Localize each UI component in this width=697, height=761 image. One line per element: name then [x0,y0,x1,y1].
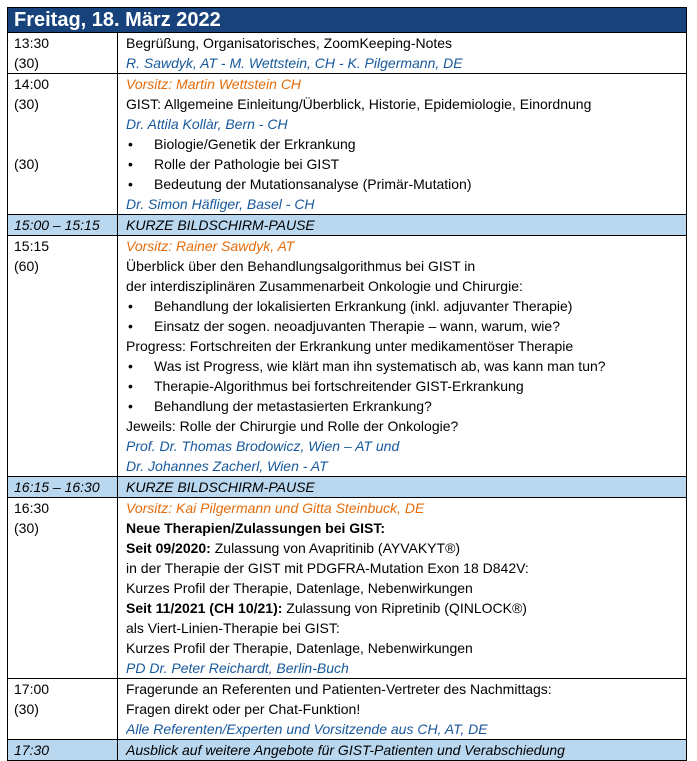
start-time: 13:30 [14,35,50,51]
topic-line: der interdisziplinären Zusammenarbeit Onkologie und Chirurgie: [126,278,523,294]
time-cell [8,498,118,679]
approval-line [126,598,686,618]
content-cell [118,236,687,477]
speaker-line: Dr. Simon Häfliger, Basel - CH [126,196,315,212]
day-title: Freitag, 18. März 2022 [8,8,687,33]
content-cell [118,679,687,740]
time-cell [8,74,118,215]
bullet-text: Rolle der Pathologie bei GIST [154,156,340,172]
bullet-icon: • [128,378,133,394]
topic-line: Kurzes Profil der Therapie, Datenlage, Nebenwirkungen [126,640,473,656]
approval-date: Seit 09/2020: [126,540,211,556]
approval-text: Zulassung von Avapritinib (AYVAKYT®) [210,540,461,556]
bullet-item [126,356,686,376]
topic-line: in der Therapie der GIST mit PDGFRA-Mutation Exon 18 D842V: [126,560,529,576]
topic-line: Jeweils: Rolle der Chirurgie und Rolle der Onkologie? [126,418,459,434]
duration: (30) [14,96,39,112]
bullet-item [126,376,686,396]
bullet-icon: • [128,176,133,192]
topic-line: Überblick über den Behandlungsalgorithmus bei GIST in [126,258,476,274]
speaker-line: Alle Referenten/Experten und Vorsitzende aus CH, AT, DE [126,721,488,737]
duration: (30) [14,55,39,71]
speaker-line: Dr. Johannes Zacherl, Wien - AT [126,458,328,474]
start-time: 15:15 [14,238,50,254]
time-cell [8,33,118,74]
bullet-item [126,154,686,174]
bullet-item [126,296,686,316]
topic-line: Fragerunde an Referenten und Patienten-Vertreter des Nachmittags: [126,681,552,697]
duration [14,114,117,134]
bullet-text: Biologie/Genetik der Erkrankung [154,136,356,152]
topic-line: Progress: Fortschreiten der Erkrankung unter medikamentöser Therapie [126,338,574,354]
content-cell [118,33,687,74]
session-row [8,679,687,740]
time-cell [8,236,118,477]
chair-line: Vorsitz: Kai Pilgermann und Gitta Steinbuck, DE [126,500,425,516]
duration: (30) [14,520,39,536]
topic-line: GIST: Allgemeine Einleitung/Überblick, Historie, Epidemiologie, Einordnung [126,96,592,112]
speaker-line: R. Sawdyk, AT - M. Wettstein, CH - K. Pilgermann, DE [126,55,463,71]
topic-line: Neue Therapien/Zulassungen bei GIST: [126,520,386,536]
topic-line: Begrüßung, Organisatorisches, ZoomKeeping-Notes [126,35,453,51]
bullet-item [126,396,686,416]
chair-line: Vorsitz: Rainer Sawdyk, AT [126,238,295,254]
approval-line [126,538,686,558]
approval-date: Seit 11/2021 (CH 10/21): [126,600,283,616]
content-cell [118,498,687,679]
schedule-body [8,8,687,761]
time-cell: 16:15 – 16:30 [8,477,118,498]
bullet-icon: • [128,318,133,334]
closing-row [8,740,687,761]
start-time: 16:30 [14,500,50,516]
duration: (60) [14,258,39,274]
time-cell: 15:00 – 15:15 [8,215,118,236]
bullet-icon: • [128,358,133,374]
start-time: 14:00 [14,76,50,92]
pause-label: KURZE BILDSCHIRM-PAUSE [118,477,687,498]
pause-row [8,215,687,236]
chair-line: Vorsitz: Martin Wettstein CH [126,76,302,92]
bullet-text: Einsatz der sogen. neoadjuvanten Therapie – wann, warum, wie? [154,318,560,334]
schedule-table [7,7,687,761]
session-row [8,33,687,74]
topic-line: als Viert-Linien-Therapie bei GIST: [126,620,340,636]
day-header-row [8,8,687,33]
approval-text: Zulassung von Ripretinib (QINLOCK®) [282,600,527,616]
pause-row [8,477,687,498]
start-time: 17:00 [14,681,50,697]
topic-line: Fragen direkt oder per Chat-Funktion! [126,701,361,717]
bullet-icon: • [128,398,133,414]
bullet-text: Was ist Progress, wie klärt man ihn systematisch ab, was kann man tun? [154,358,606,374]
bullet-item [126,316,686,336]
bullet-text: Behandlung der lokalisierten Erkrankung (inkl. adjuvanter Therapie) [154,298,573,314]
bullet-item [126,134,686,154]
bullet-text: Therapie-Algorithmus bei fortschreitender GIST-Erkrankung [154,378,524,394]
time-cell [8,679,118,740]
session-row [8,498,687,679]
content-cell [118,74,687,215]
pause-label: KURZE BILDSCHIRM-PAUSE [118,215,687,236]
session-row [8,236,687,477]
duration: (30) [14,701,39,717]
speaker-line: Dr. Attila Kollàr, Bern - CH [126,116,288,132]
bullet-text: Bedeutung der Mutationsanalyse (Primär-Mutation) [154,176,472,192]
speaker-line: PD Dr. Peter Reichardt, Berlin-Buch [126,660,349,676]
closing-label: Ausblick auf weitere Angebote für GIST-Patienten und Verabschiedung [118,740,687,761]
speaker-line: Prof. Dr. Thomas Brodowicz, Wien – AT und [126,438,400,454]
bullet-icon: • [128,298,133,314]
duration [14,134,117,154]
time-cell: 17:30 [8,740,118,761]
session-row [8,74,687,215]
duration: (30) [14,156,39,172]
bullet-icon: • [128,136,133,152]
topic-line: Kurzes Profil der Therapie, Datenlage, Nebenwirkungen [126,580,473,596]
bullet-icon: • [128,156,133,172]
bullet-item [126,174,686,194]
bullet-text: Behandlung der metastasierten Erkrankung? [154,398,432,414]
